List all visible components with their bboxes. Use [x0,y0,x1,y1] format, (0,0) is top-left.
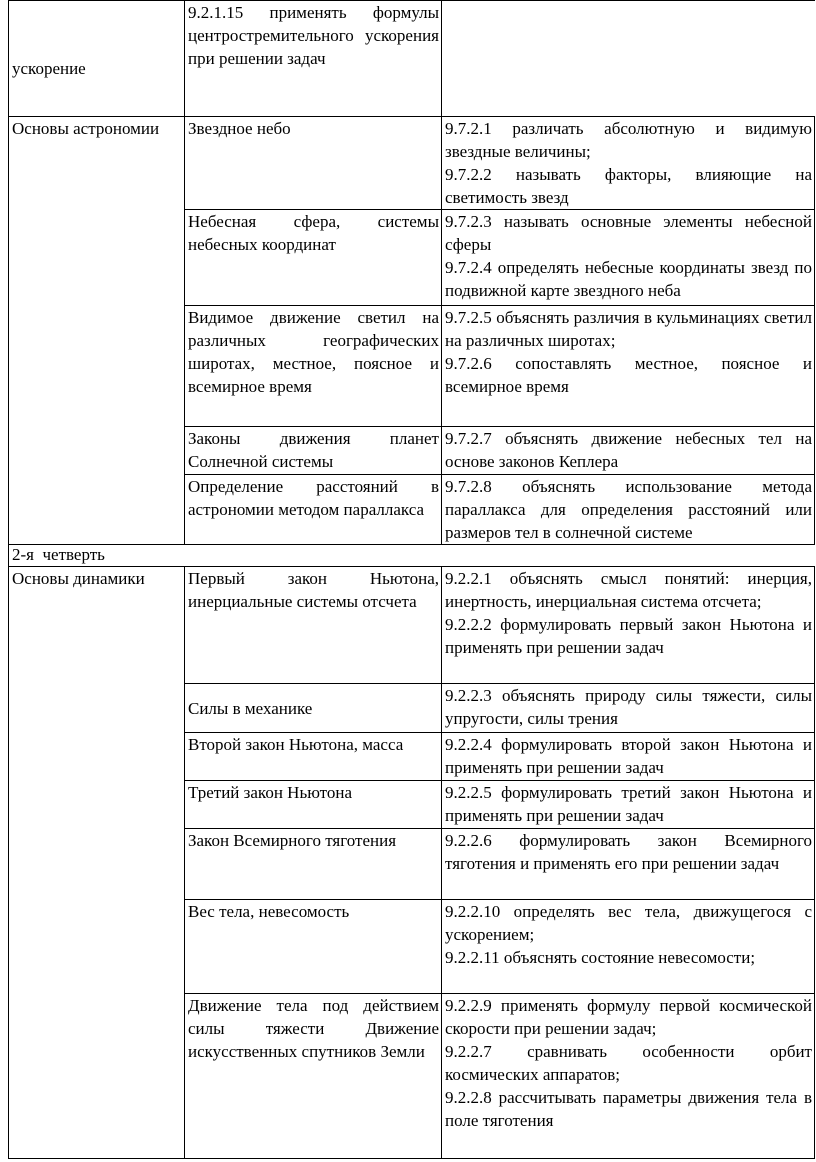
quarter-cell [9,545,815,567]
outcome-text: 9.2.2.9 применять формулу первой космической скорости при решении задач; [445,996,812,1038]
topic-cell [185,427,442,475]
outcome-text: 9.7.2.5 объяснять различия в кульминациях светил на различных широтах; [445,308,812,350]
topic-text: Видимое движение светил на различных географических широтах, местное, поясное и всемирное время [188,308,439,396]
topic-cell [185,1,442,117]
topic-cell [185,117,442,210]
topic-text: Закон Всемирного тяготения [188,831,397,850]
topic-text: Силы в механике [188,698,313,718]
outcome-cell [442,684,815,733]
outcome-text: 9.7.2.1 различать абсолютную и видимую звездные величины; [445,119,812,161]
table-row [9,545,815,567]
outcome-text: 9.2.2.3 объяснять природу силы тяжести, силы упругости, силы трения [445,686,812,728]
outcome-text: 9.7.2.2 называть факторы, влияющие на светимость звезд [445,165,812,207]
outcome-cell [442,567,815,684]
outcome-text: 9.7.2.8 объяснять использование метода параллакса для определения расстояний или размеров тел в солнечной системе [445,477,812,542]
outcome-text: 9.2.1.15 применять формулы центростремительного ускорения при решении задач [188,3,439,68]
outcome-text: 9.2.2.6 формулировать закон Всемирного тяготения и применять его при решении задач [445,831,812,873]
outcome-cell [442,733,815,781]
outcome-cell [442,210,815,306]
topic-cell [185,475,442,545]
outcome-cell [442,306,815,427]
topic-text: Третий закон Ньютона [188,783,353,802]
outcome-text: 9.2.2.4 формулировать второй закон Ньютона и применять при решении задач [445,735,812,777]
outcome-cell [442,829,815,900]
outcome-cell [442,994,815,1159]
topic-text: Второй закон Ньютона, масса [188,735,404,754]
section-label: Основы астрономии [12,119,160,138]
outcome-text: 9.2.2.7 сравнивать особенности орбит космических аппаратов; [445,1042,812,1084]
topic-text: Звездное небо [188,119,291,138]
outcome-cell [442,427,815,475]
outcome-text: 9.7.2.4 определять небесные координаты звезд по подвижной карте звездного неба [445,258,812,300]
outcome-text: 9.2.2.11 объяснять состояние невесомости; [445,948,756,967]
topic-cell [185,781,442,829]
outcome-text: 9.7.2.3 называть основные элементы небесной сферы [445,212,812,254]
topic-text: Небесная сфера, системы небесных координат [188,212,439,254]
topic-text: Движение тела под действием силы тяжести Движение искусственных спутников Земли [188,996,439,1061]
outcome-text: 9.2.2.5 формулировать третий закон Ньютона и применять при решении задач [445,783,812,825]
topic-cell [185,994,442,1159]
section-cell [9,117,185,545]
topic-text: Первый закон Ньютона, инерциальные системы отсчета [188,569,439,611]
topic-cell [185,684,442,733]
section-cell [9,567,185,1159]
curriculum-table [8,0,815,1159]
outcome-text: 9.2.2.10 определять вес тела, движущегося с ускорением; [445,902,812,944]
topic-cell [185,733,442,781]
outcome-cell [442,781,815,829]
topic-cell [185,900,442,994]
outcome-text: 9.2.2.1 объяснять смысл понятий: инерция, инертность, инерциальная система отсчета; [445,569,812,611]
table-row [9,567,815,684]
topic-text: Вес тела, невесомость [188,902,350,921]
empty-cell [442,1,815,117]
outcome-cell [442,475,815,545]
topic-cell [185,306,442,427]
section-label: Основы динамики [12,569,145,588]
table-row [9,117,815,210]
section-label: ускорение [12,59,86,78]
topic-cell [185,829,442,900]
quarter-label: 2-я четверть [12,545,105,564]
outcome-text: 9.2.2.8 рассчитывать параметры движения тела в поле тяготения [445,1088,812,1130]
outcome-text: 9.2.2.2 формулировать первый закон Ньютона и применять при решении задач [445,615,812,657]
outcome-cell [442,117,815,210]
topic-text: Определение расстояний в астрономии методом параллакса [188,477,439,519]
topic-text: Законы движения планет Солнечной системы [188,429,439,471]
outcome-text: 9.7.2.6 сопоставлять местное, поясное и всемирное время [445,354,812,396]
outcome-text: 9.7.2.7 объяснять движение небесных тел на основе законов Кеплера [445,429,812,471]
section-cell [9,1,185,117]
table-row [9,1,815,117]
topic-cell [185,567,442,684]
topic-cell [185,210,442,306]
outcome-cell [442,900,815,994]
